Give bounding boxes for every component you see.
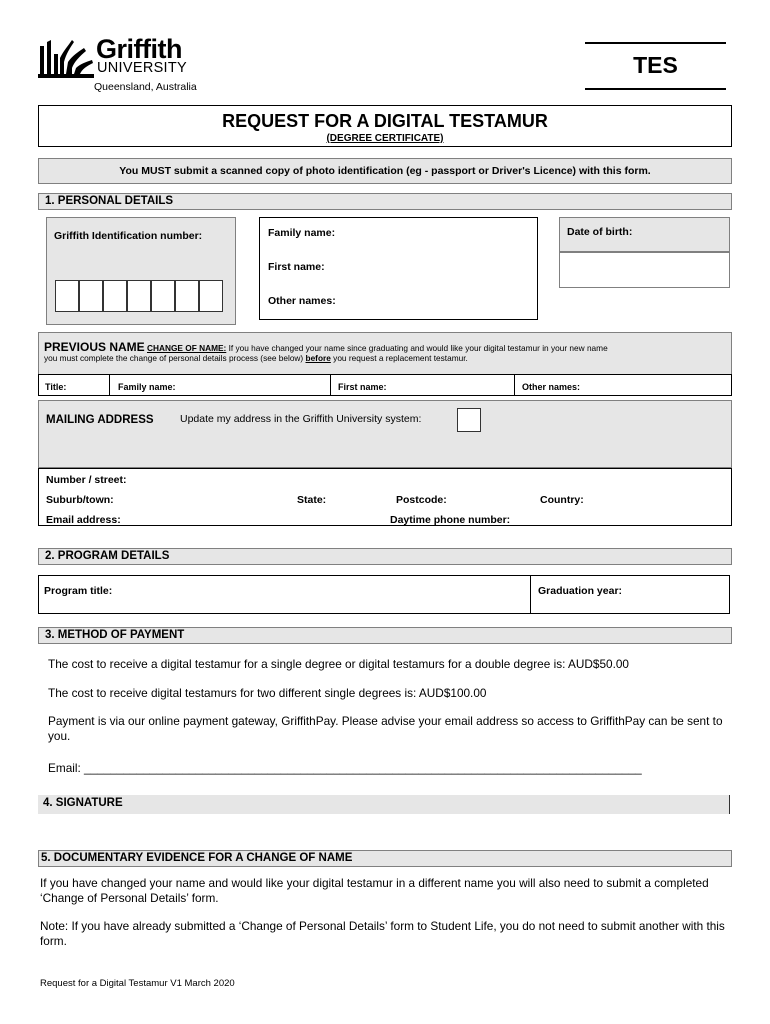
signature-heading: 4. SIGNATURE (43, 797, 123, 809)
student-id-label: Griffith Identification number: (54, 230, 203, 242)
evidence-paragraph-2: Note: If you have already submitted a ‘Change of Personal Details’ form to Student Life, you do not need to submit another with this form. (40, 919, 725, 948)
other-names-field[interactable] (345, 290, 530, 312)
previous-title-cell[interactable] (39, 375, 110, 395)
id-notice-text: You MUST submit a scanned copy of photo identification (eg - passport or Driver's Licence) with this form. (119, 165, 651, 177)
section-evidence-header: 5. DOCUMENTARY EVIDENCE FOR A CHANGE OF NAME (38, 850, 732, 867)
first-name-field[interactable] (335, 256, 530, 278)
previous-first-name-cell[interactable] (331, 375, 515, 395)
previous-other-names-label: Other names: (522, 382, 581, 392)
payment-gateway-note: Payment is via our online payment gateway, GriffithPay. Please advise your email address so access to GriffithPay can be sent to you. (48, 714, 723, 743)
program-title-cell[interactable] (39, 576, 531, 613)
mailing-address-panel (38, 400, 732, 468)
email-address-label: Email address: (46, 514, 121, 526)
student-id-digit-6[interactable] (175, 280, 199, 312)
form-code-bottom-rule (585, 88, 726, 90)
update-address-label: Update my address in the Griffith University system: (180, 413, 422, 425)
address-fields-box (38, 468, 732, 526)
date-of-birth-label-panel (559, 217, 730, 252)
section-signature-header (38, 795, 730, 814)
update-address-checkbox[interactable] (457, 408, 481, 432)
student-id-digit-2[interactable] (79, 280, 103, 312)
logo-university-text: UNIVERSITY (97, 60, 188, 76)
page-subtitle: (DEGREE CERTIFICATE) (326, 133, 444, 144)
form-code: TES (633, 52, 678, 78)
payment-cost-single: The cost to receive a digital testamur for a single degree or digital testamurs for a double degree is: AUD$50.00 (48, 657, 629, 671)
graduation-year-label: Graduation year: (538, 585, 623, 597)
previous-family-name-label: Family name: (118, 382, 176, 392)
postcode-label: Postcode: (396, 494, 447, 506)
program-title-label: Program title: (44, 585, 113, 597)
graduation-year-cell[interactable] (531, 576, 729, 613)
section-personal-details-header: 1. PERSONAL DETAILS (38, 193, 732, 210)
student-id-digit-5[interactable] (151, 280, 175, 312)
payment-cost-two: The cost to receive digital testamurs for two different single degrees is: AUD$100.00 (48, 686, 487, 700)
griffith-emblem-icon (38, 36, 96, 80)
footer-version: Request for a Digital Testamur V1 March 2020 (40, 978, 235, 989)
griffith-logo (38, 36, 208, 98)
mailing-address-heading: MAILING ADDRESS (46, 414, 154, 426)
payment-email-field[interactable]: Email: _____________________________________________________________________________________ (48, 761, 642, 775)
country-label: Country: (540, 494, 584, 506)
id-notice-banner (38, 158, 732, 184)
section-payment-header: 3. METHOD OF PAYMENT (38, 627, 732, 644)
change-of-name-label: CHANGE OF NAME: (147, 343, 227, 353)
previous-title-label: Title: (45, 382, 67, 392)
date-of-birth-label: Date of birth: (567, 226, 633, 238)
previous-name-intro (44, 342, 734, 363)
logo-griffith-text: Griffith (96, 34, 182, 64)
previous-name-text-c: you request a replacement testamur. (330, 353, 468, 363)
previous-other-names-cell[interactable] (515, 375, 731, 395)
other-names-label: Other names: (268, 295, 336, 307)
previous-name-text-b: you must complete the change of personal details process (see below) (44, 353, 306, 363)
title-box (38, 105, 732, 147)
evidence-paragraph-1: If you have changed your name and would like your digital testamur in a different name you will also need to submit a completed ‘Change of Personal Details’ form. (40, 876, 709, 905)
previous-name-fields-row (38, 374, 732, 396)
student-id-digit-3[interactable] (103, 280, 127, 312)
student-id-digit-4[interactable] (127, 280, 151, 312)
section-program-details-header: 2. PROGRAM DETAILS (38, 548, 732, 565)
daytime-phone-label: Daytime phone number: (390, 514, 511, 526)
student-id-digit-7[interactable] (199, 280, 223, 312)
form-code-top-rule (585, 42, 726, 44)
before-emphasis: before (305, 353, 331, 363)
page-title: REQUEST FOR A DIGITAL TESTAMUR (222, 111, 548, 131)
previous-family-name-cell[interactable] (110, 375, 331, 395)
date-of-birth-field[interactable] (559, 252, 730, 288)
program-fields-box (38, 575, 730, 614)
family-name-field[interactable] (340, 222, 530, 244)
previous-name-text-a: If you have changed your name since graduating and would like your digital testamur in your new name (226, 343, 608, 353)
number-street-label: Number / street: (46, 474, 127, 486)
family-name-label: Family name: (268, 227, 336, 239)
student-id-digit-1[interactable] (55, 280, 79, 312)
suburb-label: Suburb/town: (46, 494, 114, 506)
state-label: State: (297, 494, 327, 506)
previous-name-heading: PREVIOUS NAME (44, 340, 145, 354)
first-name-label: First name: (268, 261, 325, 273)
previous-first-name-label: First name: (338, 382, 387, 392)
logo-location-text: Queensland, Australia (94, 81, 197, 93)
